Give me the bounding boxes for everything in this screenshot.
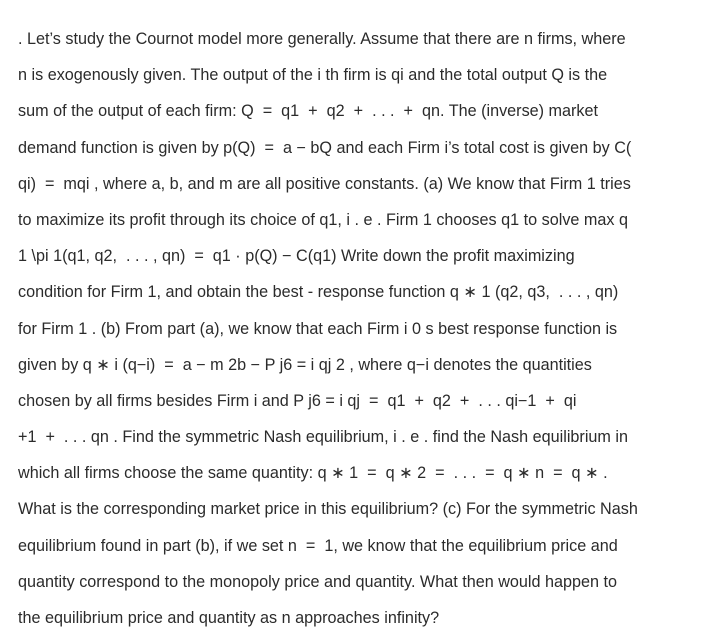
text-line: to maximize its profit through its choice of q1, i . e . Firm 1 chooses q1 to solve max q [18, 210, 628, 229]
text-line: for Firm 1 . (b) From part (a), we know that each Firm i 0 s best response function is [18, 319, 618, 338]
text-line: +1 + . . . qn . Find the symmetric Nash equilibrium, i . e . find the Nash equilibrium in [18, 428, 628, 447]
text-line: quantity correspond to the monopoly price and quantity. What then would happen to [18, 572, 618, 591]
text-line: which all firms choose the same quantity: q ∗ 1 = q ∗ 2 = . . . = q ∗ n = q ∗ . [18, 464, 608, 483]
text-line: the equilibrium price and quantity as n approaches infinity? [18, 609, 440, 627]
text-line: sum of the output of each firm: Q = q1 + q2 + . . . + qn. The (inverse) market [18, 102, 599, 121]
text-line: n is exogenously given. The output of the i th firm is qi and the total output Q is the [18, 66, 608, 85]
text-line: condition for Firm 1, and obtain the best - response function q ∗ 1 (q2, q3, . . . , qn) [18, 283, 619, 302]
question-text-block [18, 21, 718, 636]
text-line: . Let’s study the Cournot model more generally. Assume that there are n firms, where [18, 30, 626, 48]
text-line: qi) = mqi , where a, b, and m are all positive constants. (a) We know that Firm 1 tries [18, 174, 631, 193]
text-line: chosen by all firms besides Firm i and P j6 = i qj = q1 + q2 + . . . qi−1 + qi [18, 391, 577, 410]
text-line: equilibrium found in part (b), if we set n = 1, we know that the equilibrium price and [18, 536, 618, 555]
text-line: What is the corresponding market price in this equilibrium? (c) For the symmetric Nash [18, 500, 638, 519]
text-line: demand function is given by p(Q) = a − bQ and each Firm i’s total cost is given by C( [18, 138, 632, 157]
text-line: given by q ∗ i (q−i) = a − m 2b − P j6 = i qj 2 , where q−i denotes the quantities [18, 355, 592, 374]
text-line: 1 \pi 1(q1, q2, . . . , qn) = q1 · p(Q) − C(q1) Write down the profit maximizing [18, 247, 575, 266]
